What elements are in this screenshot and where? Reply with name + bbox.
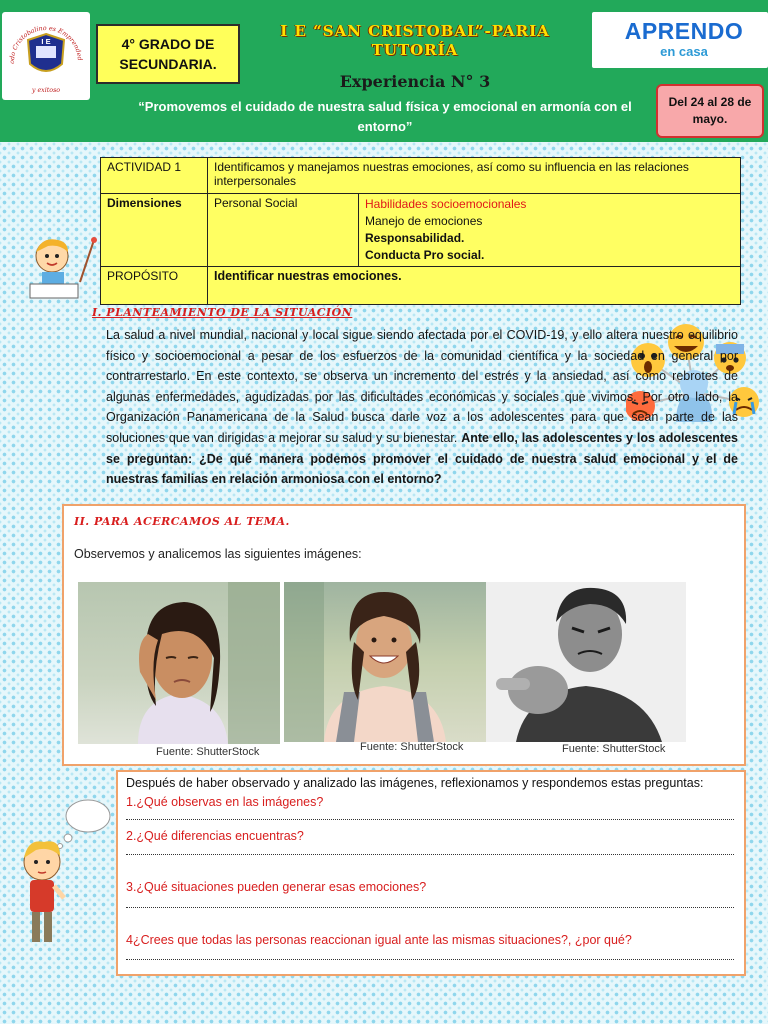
logo-motto-path: odo Cristobalino es Emprended bbox=[8, 24, 84, 64]
section1-title: I. PLANTEAMIENTO DE LA SITUACIÓN bbox=[92, 306, 353, 319]
photo-sad-girl bbox=[78, 582, 280, 744]
answer-line[interactable] bbox=[126, 853, 734, 855]
photo-happy-girl bbox=[284, 582, 486, 742]
skills-title: Habilidades socioemocionales bbox=[365, 197, 527, 211]
situation-paragraph: La salud a nivel mundial, nacional y local sigue siendo afectada por el COVID-19, y ello altera nuestro equilibrio físico y socioemocional a pesar de los esfuerzos de la comunidad científica y la sociedad en general por contrarrestarlo. En este contexto, se observa un incremento del estrés y la ansiedad, así como rebrotes de algunas enfermedades, agudizadas por las dificultades económicas y sociales que vivimos. Por otro lado, la Organización Panamericana de la Salud busca darle voz a los adolescentes para que sean parte de las soluciones que van dirigidas a mejorar su salud y su bienestar. bbox=[106, 328, 738, 445]
situation-question: Ante ello, las adolescentes y los adolescentes se preguntan: ¿De qué manera podemos promover el cuidado de nuestra salud emocional y el de nuestras familias en relación armoniosa con el entorno? bbox=[106, 430, 738, 487]
school-name: I E “SAN CRISTOBAL”-PARIA bbox=[280, 22, 550, 40]
logo-initials: I E bbox=[41, 37, 51, 46]
brand-word: APRENDO bbox=[624, 18, 744, 44]
purpose-text: Identificar nuestras emociones. bbox=[208, 267, 741, 305]
experience-title: Experiencia N° 3 bbox=[339, 72, 491, 91]
section2-title: II. PARA ACERCAMOS AL TEMA. bbox=[74, 515, 290, 528]
answer-line[interactable] bbox=[126, 906, 734, 908]
experience-subtitle: “Promovemos el cuidado de nuestra salud física y emocional en armonía con el entorno” bbox=[138, 99, 632, 134]
school-name-block bbox=[250, 22, 580, 60]
area-name: TUTORÍA bbox=[371, 41, 459, 59]
school-crest-icon bbox=[2, 12, 90, 100]
purpose-row bbox=[101, 267, 741, 305]
question-3: 3.¿Qué situaciones pueden generar esas emociones? bbox=[126, 880, 427, 894]
student-painter-icon bbox=[24, 232, 98, 302]
purpose-label: PROPÓSITO bbox=[101, 267, 208, 305]
activity-text: Identificamos y manejamos nuestras emociones, así como su influencia en las relaciones interpersonales bbox=[208, 158, 741, 194]
dimension-value: Personal Social bbox=[208, 194, 359, 267]
activity-row bbox=[101, 158, 741, 194]
section2-intro: Observemos y analicemos las siguientes imágenes: bbox=[74, 547, 362, 561]
questions-intro: Después de haber observado y analizado las imágenes, reflexionamos y respondemos estas preguntas: bbox=[126, 776, 704, 790]
skill-item: Manejo de emociones bbox=[365, 214, 483, 228]
dimensions-row bbox=[101, 194, 741, 267]
question-2: 2.¿Qué diferencias encuentras? bbox=[126, 829, 304, 843]
question-1: 1.¿Qué observas en las imágenes? bbox=[126, 795, 324, 809]
skills-cell bbox=[359, 194, 741, 267]
question-4: 4¿Crees que todas las personas reaccionan igual ante las mismas situaciones?, ¿por qué? bbox=[126, 933, 632, 947]
skill-item: Conducta Pro social. bbox=[365, 248, 485, 262]
brand-sub: en casa bbox=[660, 44, 708, 59]
skill-item: Responsabilidad. bbox=[365, 231, 465, 245]
activity-table bbox=[100, 157, 741, 305]
logo-motto-bottom: y exitoso bbox=[31, 87, 61, 94]
photo-caption: Fuente: ShutterStock bbox=[156, 746, 260, 758]
answer-line[interactable] bbox=[126, 958, 734, 960]
grade-label: 4° GRADO DE SECUNDARIA. bbox=[96, 24, 240, 84]
dimensions-label: Dimensiones bbox=[101, 194, 208, 267]
photo-caption: Fuente: ShutterStock bbox=[562, 743, 666, 755]
photo-angry-boy bbox=[486, 582, 686, 742]
answer-line[interactable] bbox=[126, 818, 734, 820]
section1-body bbox=[106, 325, 738, 490]
school-logo bbox=[2, 12, 90, 100]
activity-label: ACTIVIDAD 1 bbox=[101, 158, 208, 194]
thinking-boy-icon bbox=[10, 798, 114, 952]
date-badge: Del 24 al 28 de mayo. bbox=[656, 84, 764, 138]
photo-caption: Fuente: ShutterStock bbox=[360, 741, 464, 753]
